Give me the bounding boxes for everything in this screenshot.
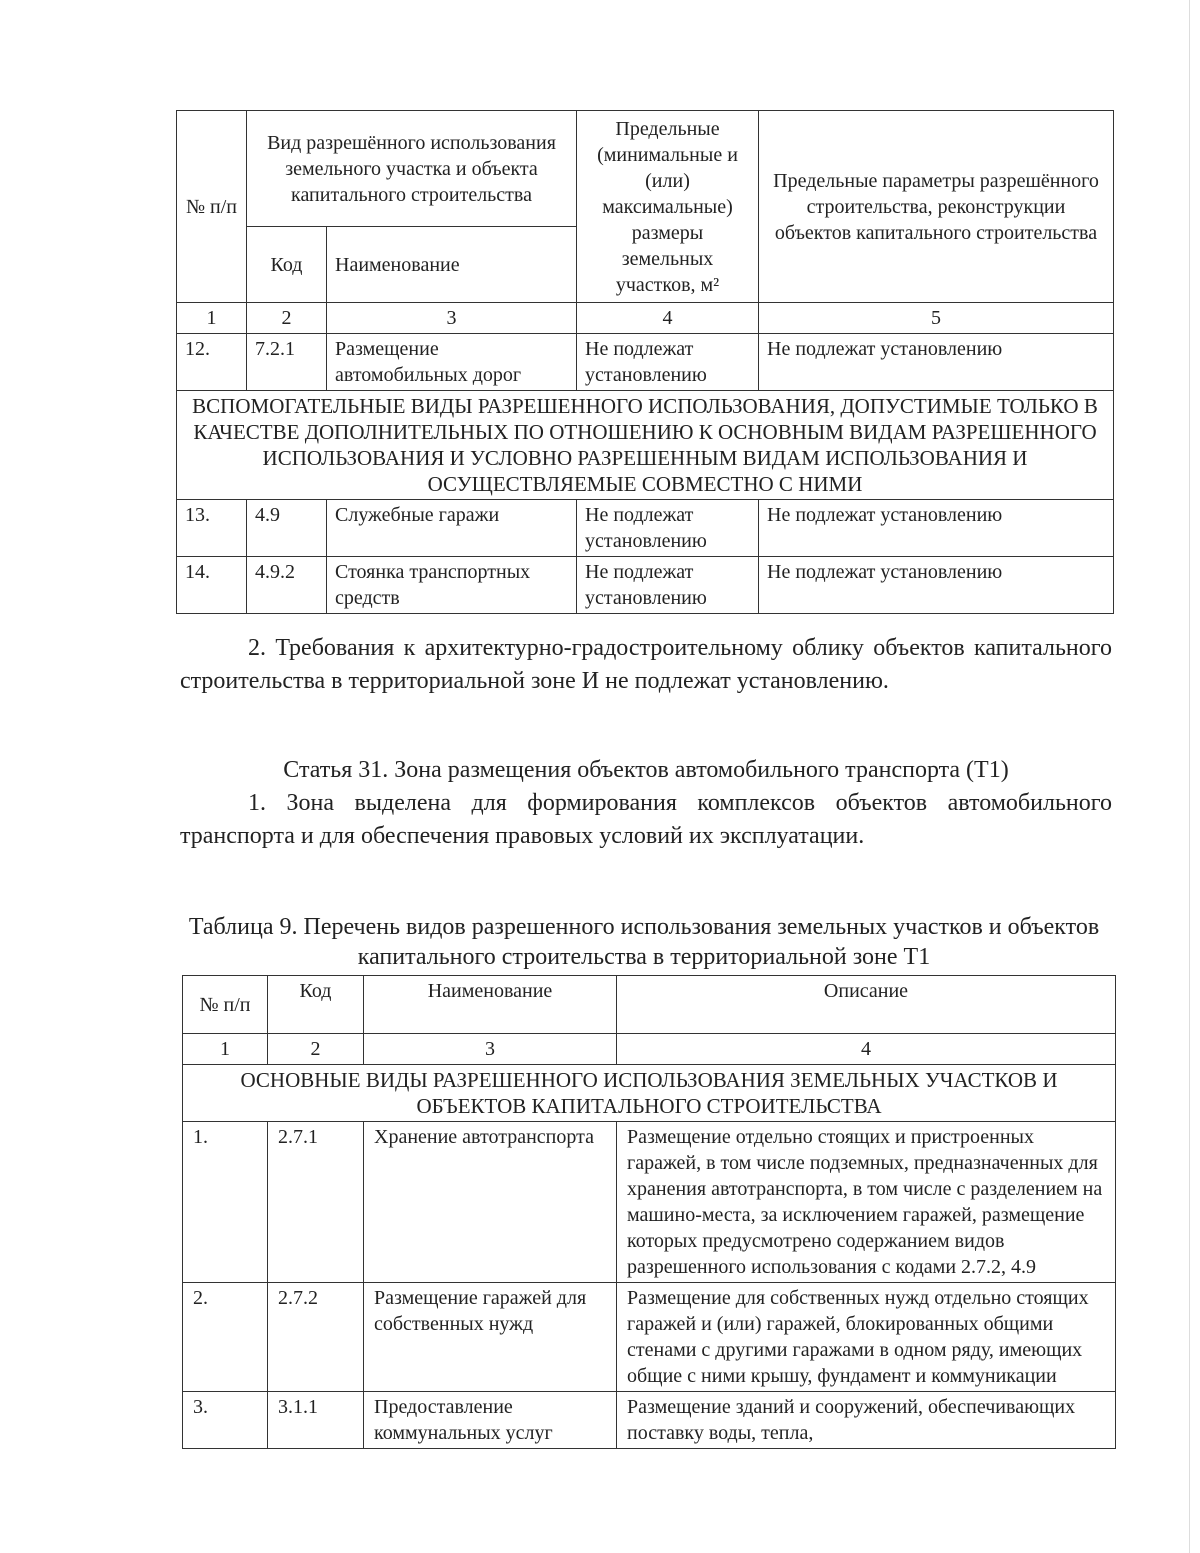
row-code: 4.9.2 bbox=[247, 557, 327, 614]
table-row bbox=[177, 500, 1114, 557]
row-name: Размещение автомобильных дорог bbox=[327, 334, 577, 391]
table-row bbox=[183, 1392, 1116, 1449]
row-num: 12. bbox=[177, 334, 247, 391]
table-row bbox=[177, 557, 1114, 614]
row-sizes: Не подлежат установлению bbox=[577, 557, 759, 614]
row-num: 2. bbox=[183, 1283, 268, 1392]
row-num: 1. bbox=[183, 1122, 268, 1283]
row-params: Не подлежат установлению bbox=[759, 334, 1114, 391]
row-params: Не подлежат установлению bbox=[759, 500, 1114, 557]
row-description: Размещение зданий и сооружений, обеспечивающих поставку воды, тепла, bbox=[617, 1392, 1116, 1449]
paragraph-zone-purpose: 1. Зона выделена для формирования комплексов объектов автомобильного транспорта и для обеспечения правовых условий их эксплуатации. bbox=[180, 790, 1112, 849]
row-sizes: Не подлежат установлению bbox=[577, 334, 759, 391]
row-code: 7.2.1 bbox=[247, 334, 327, 391]
section-title-auxiliary: ВСПОМОГАТЕЛЬНЫЕ ВИДЫ РАЗРЕШЕННОГО ИСПОЛЬЗОВАНИЯ, ДОПУСТИМЫЕ ТОЛЬКО В КАЧЕСТВЕ ДОПОЛНИТЕЛЬНЫХ ПО ОТНОШЕНИЮ К ОСНОВНЫМ ВИДАМ РАЗРЕШЕННОГО ИСПОЛЬЗОВАНИЯ И УСЛОВНО РАЗРЕШЕННЫМ ВИДАМ ИСПОЛЬЗОВАНИЯ И ОСУЩЕСТВЛЯЕМЫЕ СОВМЕСТНО С НИМИ bbox=[177, 391, 1114, 500]
row-params: Не подлежат установлению bbox=[759, 557, 1114, 614]
header-name: Наименование bbox=[327, 227, 577, 303]
row-num: 13. bbox=[177, 500, 247, 557]
header-plot-sizes: Предельные (минимальные и (или) максимальные) размеры земельных участков, м² bbox=[577, 111, 759, 303]
col-number: 5 bbox=[759, 303, 1114, 334]
section-row bbox=[183, 1065, 1116, 1122]
row-code: 2.7.1 bbox=[268, 1122, 364, 1283]
col-number: 2 bbox=[247, 303, 327, 334]
col-number: 3 bbox=[327, 303, 577, 334]
col-number: 4 bbox=[617, 1034, 1116, 1065]
header-code: Код bbox=[268, 976, 364, 1034]
header-description: Описание bbox=[617, 976, 1116, 1034]
row-name: Стоянка транспортных средств bbox=[327, 557, 577, 614]
header-code: Код bbox=[247, 227, 327, 303]
paragraph-requirements: 2. Требования к архитектурно-градостроительному облику объектов капитального строительства в территориальной зоне И не подлежат установлению. bbox=[180, 635, 1112, 694]
table-row bbox=[183, 1283, 1116, 1392]
row-description: Размещение отдельно стоящих и пристроенных гаражей, в том числе подземных, предназначенных для хранения автотранспорта, в том числе с разделением на машино-места, за исключением гаражей, размещение которых предусмотрено содержанием видов разрешенного использования с кодами 2.7.2, 4.9 bbox=[617, 1122, 1116, 1283]
row-name: Хранение автотранспорта bbox=[364, 1122, 617, 1283]
row-name: Предоставление коммунальных услуг bbox=[364, 1392, 617, 1449]
col-number: 4 bbox=[577, 303, 759, 334]
row-code: 4.9 bbox=[247, 500, 327, 557]
row-code: 2.7.2 bbox=[268, 1283, 364, 1392]
table-caption: Таблица 9. Перечень видов разрешенного использования земельных участков и объектов капитального строительства в территориальной зоне Т1 bbox=[188, 914, 1100, 970]
row-description: Размещение для собственных нужд отдельно стоящих гаражей и (или) гаражей, блокированных общими стенами с другими гаражами в одном ряду, имеющих общие с ними крышу, фундамент и коммуникации bbox=[617, 1283, 1116, 1392]
row-num: 3. bbox=[183, 1392, 268, 1449]
header-num: № п/п bbox=[177, 111, 247, 303]
col-number: 2 bbox=[268, 1034, 364, 1065]
header-parameters: Предельные параметры разрешённого строительства, реконструкции объектов капитального строительства bbox=[759, 111, 1114, 303]
header-name: Наименование bbox=[364, 976, 617, 1034]
row-name: Размещение гаражей для собственных нужд bbox=[364, 1283, 617, 1392]
section-title-main: ОСНОВНЫЕ ВИДЫ РАЗРЕШЕННОГО ИСПОЛЬЗОВАНИЯ ЗЕМЕЛЬНЫХ УЧАСТКОВ И ОБЪЕКТОВ КАПИТАЛЬНОГО СТРОИТЕЛЬСТВА bbox=[183, 1065, 1116, 1122]
article-title: Статья 31. Зона размещения объектов автомобильного транспорта (Т1) bbox=[283, 757, 1009, 783]
header-use-type: Вид разрешённого использования земельного участка и объекта капитального строительства bbox=[247, 111, 577, 227]
col-number: 1 bbox=[177, 303, 247, 334]
section-row bbox=[177, 391, 1114, 500]
row-sizes: Не подлежат установлению bbox=[577, 500, 759, 557]
column-number-row bbox=[177, 303, 1114, 334]
header-num: № п/п bbox=[183, 976, 268, 1034]
col-number: 3 bbox=[364, 1034, 617, 1065]
row-name: Служебные гаражи bbox=[327, 500, 577, 557]
table-row bbox=[183, 1122, 1116, 1283]
row-num: 14. bbox=[177, 557, 247, 614]
column-number-row bbox=[183, 1034, 1116, 1065]
col-number: 1 bbox=[183, 1034, 268, 1065]
row-code: 3.1.1 bbox=[268, 1392, 364, 1449]
permitted-use-table-continued bbox=[176, 110, 1114, 614]
table-row bbox=[177, 334, 1114, 391]
zone-t1-permitted-use-table bbox=[182, 975, 1116, 1449]
scan-edge-line bbox=[1189, 0, 1190, 1553]
